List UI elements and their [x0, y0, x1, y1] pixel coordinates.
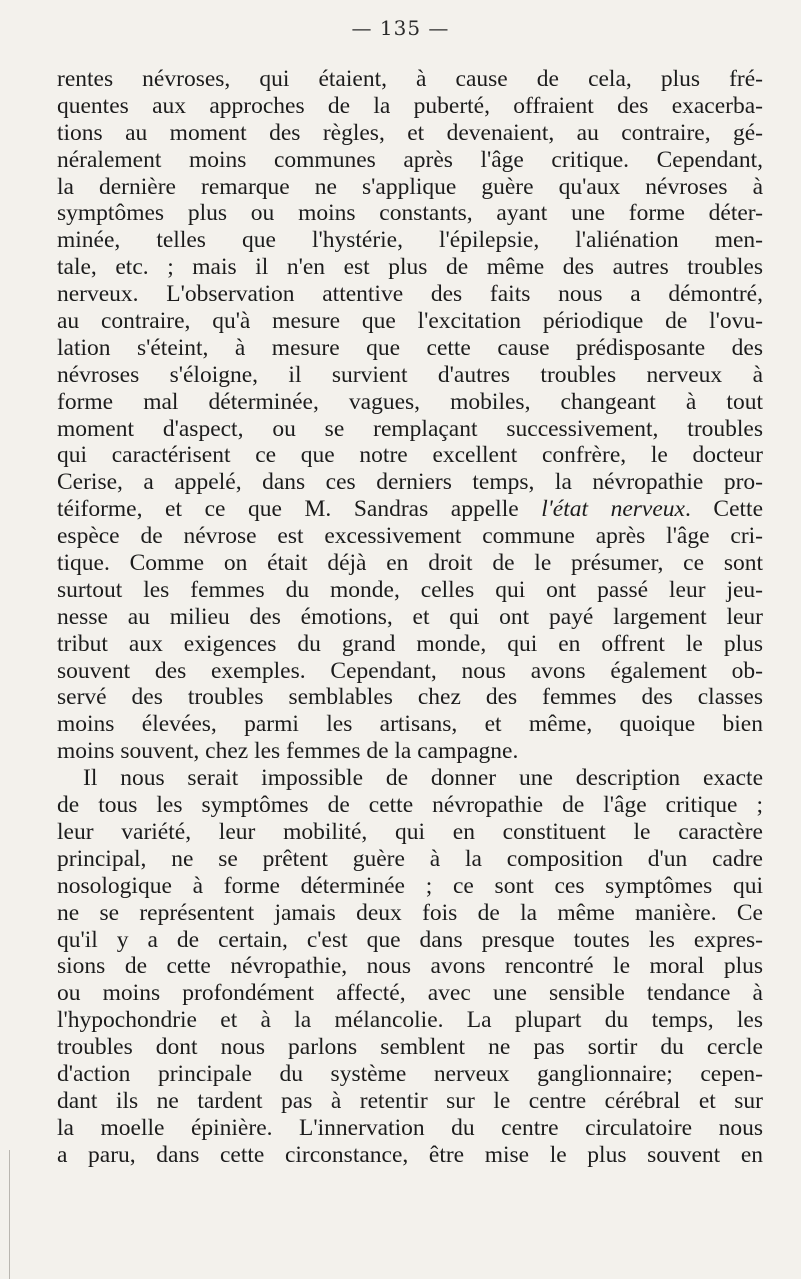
page-number: — 135 —: [351, 16, 450, 40]
text-line: moins élevées, parmi les artisans, et même, quoique bien: [57, 711, 763, 738]
text-line: ou moins profondément affecté, avec une sensible tendance à: [57, 980, 763, 1007]
text-line: nesse au milieu des émotions, et qui ont payé largement leur: [57, 603, 763, 630]
text-line: tale, etc. ; mais il n'en est plus de même des autres troubles: [57, 254, 763, 281]
text-line: qui caractérisent ce que notre excellent confrère, le docteur: [57, 442, 763, 469]
text-line: forme mal déterminée, vagues, mobiles, changeant à tout: [57, 388, 763, 415]
text-line: moment d'aspect, ou se remplaçant successivement, troubles: [57, 415, 763, 442]
line-part: téiforme, et ce que M. Sandras appelle: [57, 496, 542, 523]
text-line: leur variété, leur mobilité, qui en constituent le caractère: [57, 818, 763, 845]
text-line: au contraire, qu'à mesure que l'excitation périodique de l'ovu-: [57, 308, 763, 335]
line-part: . Cette: [684, 496, 764, 523]
paragraph-end-line: moins souvent, chez les femmes de la campagne.: [57, 738, 519, 765]
text-line: névroses s'éloigne, il survient d'autres troubles nerveux à: [57, 361, 763, 388]
text-line: de tous les symptômes de cette névropathie de l'âge critique ;: [57, 792, 763, 819]
text-line: servé des troubles semblables chez des femmes des classes: [57, 684, 763, 711]
text-line: qu'il y a de certain, c'est que dans presque toutes les expres-: [57, 926, 763, 953]
text-line: rentes névroses, qui étaient, à cause de cela, plus fré-: [57, 66, 763, 92]
text-line: néralement moins communes après l'âge critique. Cependant,: [57, 146, 763, 173]
text-line: tique. Comme on était déjà en droit de le présumer, ce sont: [57, 550, 763, 577]
text-line-with-italic: [57, 496, 763, 523]
text-line: symptômes plus ou moins constants, ayant une forme déter-: [57, 200, 763, 227]
text-line: Cerise, a appelé, dans ces derniers temps, la névropathie pro-: [57, 469, 763, 496]
text-line: ne se représentent jamais deux fois de la même manière. Ce: [57, 899, 763, 926]
text-line: principal, ne se prêtent guère à la composition d'un cadre: [57, 845, 763, 872]
text-line: tribut aux exigences du grand monde, qui en offrent le plus: [57, 630, 763, 657]
body-text: [57, 66, 763, 1169]
text-line: troubles dont nous parlons semblent ne pas sortir du cercle: [57, 1034, 763, 1061]
text-line: souvent des exemples. Cependant, nous avons également ob-: [57, 657, 763, 684]
text-line: lation s'éteint, à mesure que cette cause prédisposante des: [57, 334, 763, 361]
text-line: quentes aux approches de la puberté, offraient des exacerba-: [57, 92, 763, 119]
text-line: nosologique à forme déterminée ; ce sont ces symptômes qui: [57, 872, 763, 899]
page-edge-rule: [9, 1150, 10, 1279]
text-line: dant ils ne tardent pas à retentir sur le centre cérébral et sur: [57, 1087, 763, 1114]
text-line: la moelle épinière. L'innervation du centre circulatoire nous: [57, 1114, 763, 1141]
text-line: d'action principale du système nerveux ganglionnaire; cepen-: [57, 1060, 763, 1087]
text-line: surtout les femmes du monde, celles qui ont passé leur jeu-: [57, 576, 763, 603]
text-line: a paru, dans cette circonstance, être mise le plus souvent en: [57, 1141, 763, 1168]
text-line: la dernière remarque ne s'applique guère qu'aux névroses à: [57, 173, 763, 200]
text-line: minée, telles que l'hystérie, l'épilepsie, l'aliénation men-: [57, 227, 763, 254]
text-line: tions au moment des règles, et devenaient, au contraire, gé-: [57, 119, 763, 146]
text-line: espèce de névrose est excessivement commune après l'âge cri-: [57, 523, 763, 550]
italic-term: l'état nerveux: [541, 496, 685, 523]
text-line: l'hypochondrie et à la mélancolie. La plupart du temps, les: [57, 1007, 763, 1034]
text-line: sions de cette névropathie, nous avons rencontré le moral plus: [57, 953, 763, 980]
paragraph-start-line: Il nous serait impossible de donner une description exacte: [83, 765, 763, 792]
text-line: nerveux. L'observation attentive des faits nous a démontré,: [57, 281, 763, 308]
